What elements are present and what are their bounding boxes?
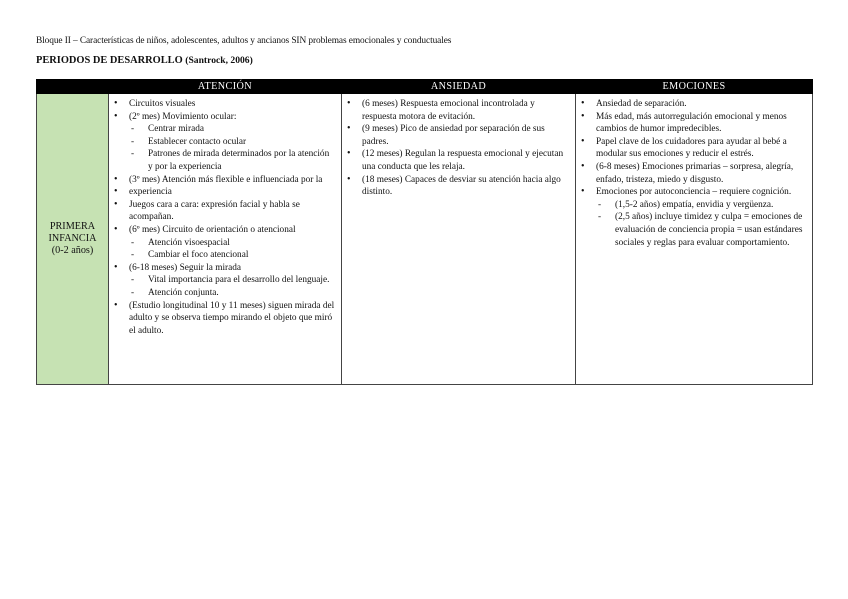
section-title — [36, 55, 253, 66]
list-item — [576, 186, 806, 249]
sub-list-item: - (2,5 años) incluye timidez y culpa = emociones de evaluación de conciencia propia = usan estándares sociales y reglas para evaluar comportamiento. — [596, 211, 806, 249]
list-item-text: Ansiedad de separación. — [596, 99, 687, 109]
list-item-text: (6 meses) Respuesta emocional incontrolada y respuesta motora de evitación. — [362, 99, 535, 122]
list-item-text: Juegos cara a cara: expresión facial y habla se acompañan. — [129, 199, 300, 223]
atencion-list — [109, 94, 341, 341]
list-item-text: (Estudio longitudinal 10 y 11 meses) siguen mirada del adulto y se observa tiempo mirando el objeto que miró el adulto. — [129, 300, 335, 336]
list-item — [342, 123, 569, 148]
list-item — [576, 98, 806, 111]
list-item-text: (6º mes) Circuito de orientación o atencional — [129, 224, 296, 235]
ansiedad-cell — [342, 94, 576, 385]
emociones-cell — [576, 94, 813, 385]
sub-list-item: - Patrones de mirada determinados por la atención y por la experiencia — [129, 148, 335, 173]
document-header: Bloque II – Características de niños, adolescentes, adultos y ancianos SIN problemas emocionales y conductuales — [36, 36, 452, 46]
stage-age: (0-2 años) — [51, 245, 94, 256]
list-item — [109, 174, 335, 187]
sub-list-item: - (1,5-2 años) empatía, envidia y vergüenza. — [596, 199, 806, 212]
list-item — [576, 161, 806, 186]
development-table — [36, 79, 813, 385]
table-corner-cell — [37, 80, 109, 94]
sub-list-item: - Atención visoespacial — [129, 237, 335, 250]
list-item-text: (3º mes) Atención más flexible e influenciada por la — [129, 174, 323, 185]
table-row-primera-infancia — [37, 94, 813, 385]
sub-list-item: - Cambiar el foco atencional — [129, 249, 335, 262]
sub-list-item: - Establecer contacto ocular — [129, 136, 335, 149]
list-item-text: experiencia — [129, 187, 172, 198]
list-item — [109, 98, 335, 111]
sub-list — [129, 274, 335, 299]
list-item — [576, 136, 806, 161]
list-item-text: Circuitos visuales — [129, 99, 196, 109]
list-item-text: (12 meses) Regulan la respuesta emocional y ejecutan una conducta que les relaja. — [362, 149, 564, 172]
ansiedad-list — [342, 94, 575, 203]
list-item-text: (6-8 meses) Emociones primarias – sorpresa, alegría, enfado, tristeza, miedo y disgusto. — [596, 161, 794, 185]
list-item-text: (2º mes) Movimiento ocular: — [129, 111, 237, 122]
list-item — [342, 148, 569, 173]
list-item — [109, 300, 335, 338]
section-title-text: PERIODOS DE DESARROLLO — [36, 55, 183, 66]
stage-name-line1: PRIMERA — [49, 221, 96, 232]
stage-name-line2: INFANCIA — [48, 233, 97, 244]
sub-list — [129, 123, 335, 173]
list-item-text: Emociones por autoconciencia – requiere cognición. — [596, 187, 792, 198]
emociones-list — [576, 94, 812, 253]
column-header-atencion: ATENCIÓN — [109, 80, 342, 94]
list-item-text: Más edad, más autorregulación emocional y menos cambios de humor impredecibles. — [596, 111, 787, 135]
section-citation: (Santrock, 2006) — [185, 55, 253, 66]
sub-list — [129, 237, 335, 262]
list-item-text: (9 meses) Pico de ansiedad por separación de sus padres. — [362, 124, 545, 147]
sub-list-item: - Atención conjunta. — [129, 287, 335, 300]
column-header-ansiedad: ANSIEDAD — [342, 80, 576, 94]
list-item-text: Papel clave de los cuidadores para ayudar al bebé a modular sus emociones y reducir el estrés. — [596, 136, 787, 160]
list-item — [109, 262, 335, 300]
sub-list — [596, 199, 806, 249]
sub-list-item: - Vital importancia para el desarrollo del lenguaje. — [129, 274, 335, 287]
list-item — [342, 98, 569, 123]
list-item — [109, 199, 335, 224]
list-item — [109, 186, 335, 199]
list-item — [342, 174, 569, 199]
list-item-text: (18 meses) Capaces de desviar su atención hacia algo distinto. — [362, 174, 561, 198]
table-header-row — [37, 80, 813, 94]
sub-list-item: - Centrar mirada — [129, 123, 335, 136]
list-item — [109, 224, 335, 262]
list-item — [109, 111, 335, 174]
list-item-text: (6-18 meses) Seguir la mirada — [129, 262, 242, 273]
list-item — [576, 111, 806, 136]
stage-cell — [37, 94, 109, 385]
atencion-cell — [109, 94, 342, 385]
column-header-emociones: EMOCIONES — [576, 80, 813, 94]
